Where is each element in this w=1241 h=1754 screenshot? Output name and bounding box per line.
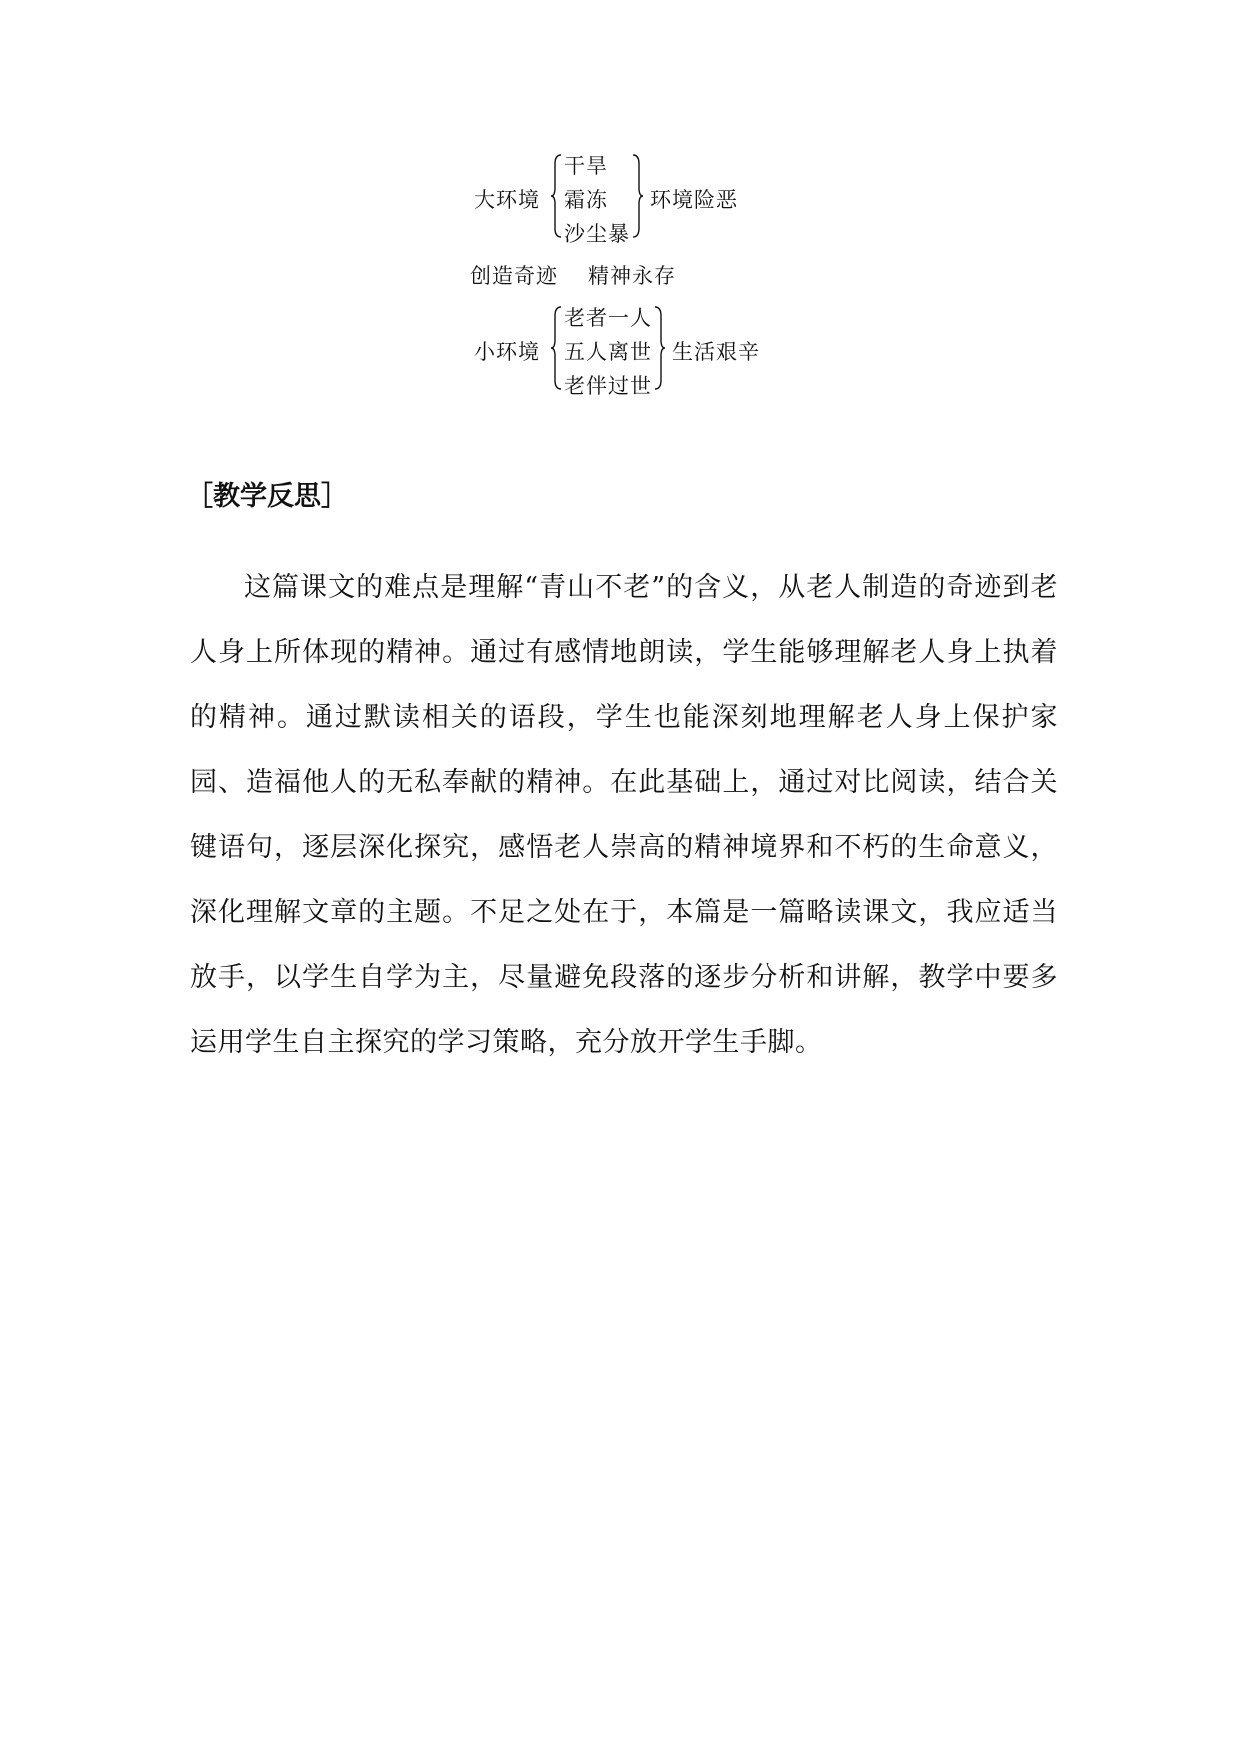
left-brace-icon <box>550 154 562 238</box>
group-item: 老伴过世 <box>564 374 652 398</box>
middle-right-text: 精神永存 <box>588 264 676 288</box>
group-result: 生活艰辛 <box>672 340 760 364</box>
group-item: 沙尘暴 <box>564 222 630 246</box>
left-brace-icon <box>550 306 562 390</box>
group-item: 老者一人 <box>564 306 652 330</box>
blackboard-diagram <box>470 150 800 410</box>
group-item: 五人离世 <box>564 340 652 364</box>
group-item: 霜冻 <box>564 188 608 212</box>
right-brace-icon <box>632 154 644 238</box>
group-item: 干旱 <box>564 154 608 178</box>
group-label: 大环境 <box>474 188 540 212</box>
section-title-teaching-reflection: ［教学反思］ <box>186 481 348 512</box>
diagram-middle-line <box>470 260 676 290</box>
group-label: 小环境 <box>474 340 540 364</box>
right-brace-icon <box>654 306 666 390</box>
group-result: 环境险恶 <box>650 188 738 212</box>
reflection-paragraph: 这篇课文的难点是理解“青山不老”的含义，从老人制造的奇迹到老人身上所体现的精神。通过有感情地朗读，学生能够理解老人身上执着的精神。通过默读相关的语段，学生也能深刻地理解老人身上保护家园、造福他人的无私奉献的精神。在此基础上，通过对比阅读，结合关键语句，逐层深化探究，感悟老人崇高的精神境界和不朽的生命意义，深化理解文章的主题。不足之处在于，本篇是一篇略读课文，我应适当放手，以学生自学为主，尽量避免段落的逐步分析和讲解，教学中要多运用学生自主探究的学习策略，充分放开学生手脚。 <box>190 572 1058 1058</box>
middle-left-text: 创造奇迹 <box>470 264 558 288</box>
